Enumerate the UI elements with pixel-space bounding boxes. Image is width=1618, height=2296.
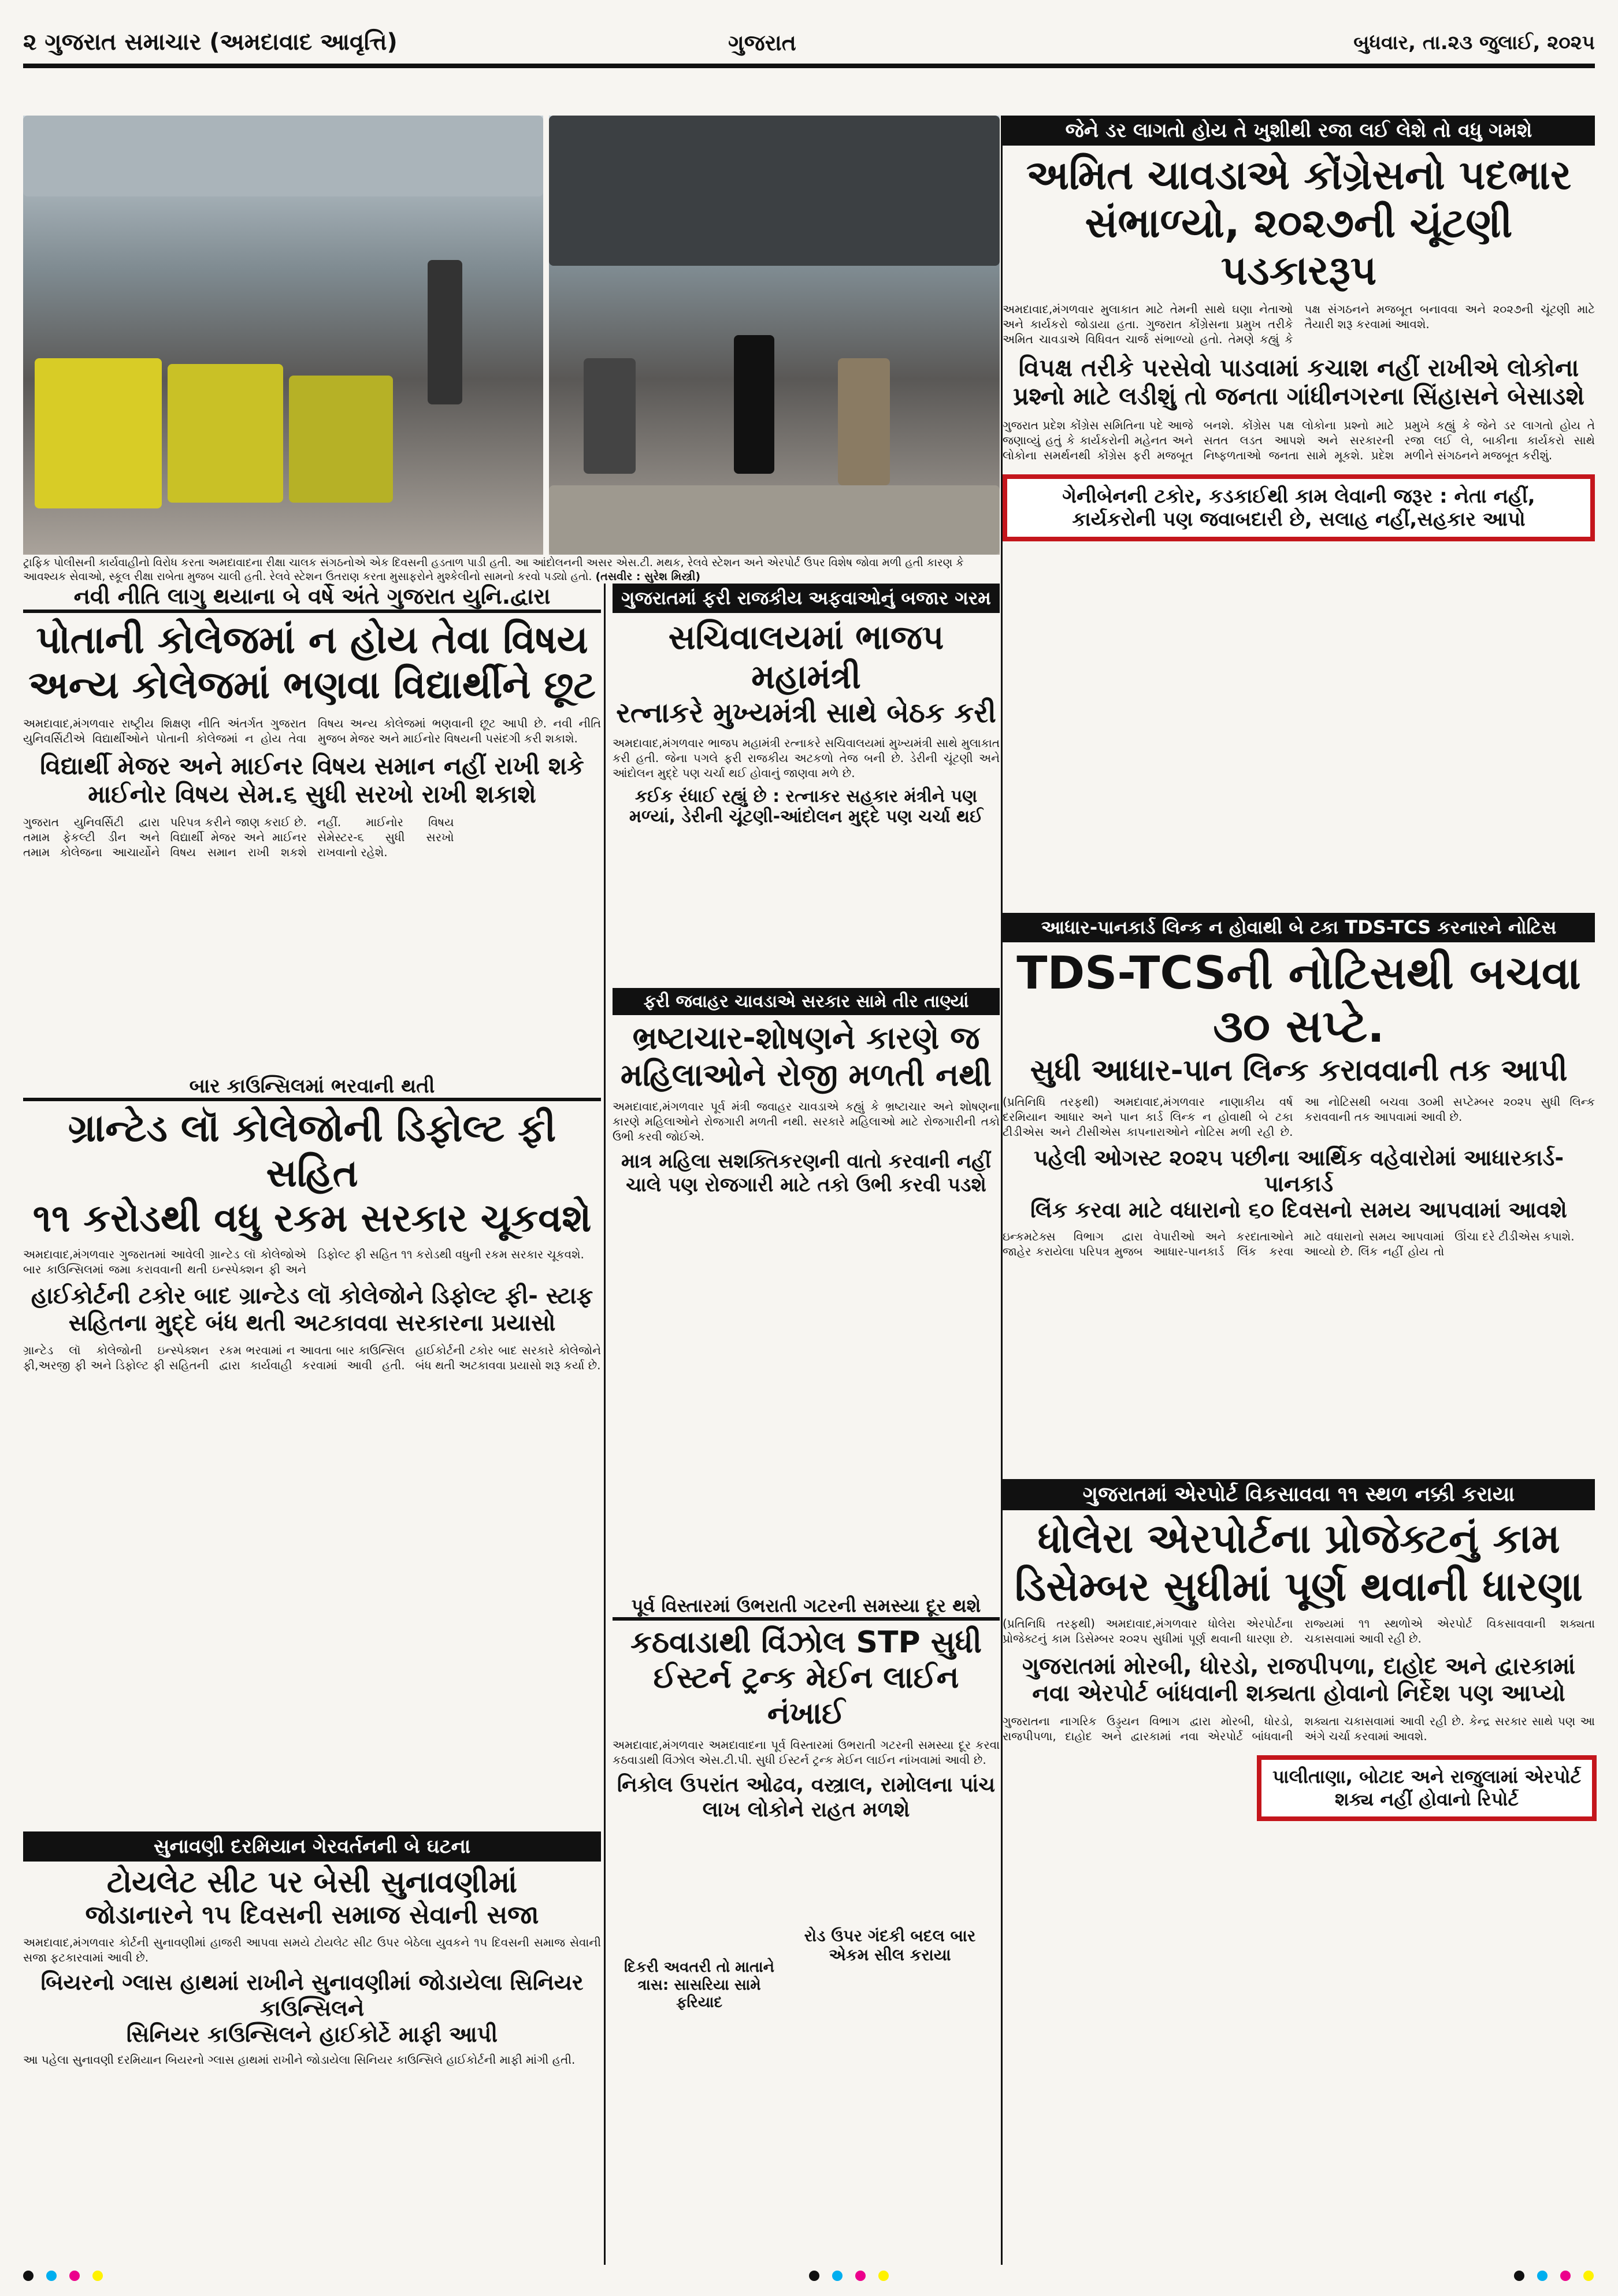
- story-tds: [1003, 913, 1595, 1259]
- body-text: અમદાવાદ,મંગળવાર પૂર્વ મંત્રી જવાહર ચાવડાએ કહ્યું કે ભ્રષ્ટાચાર અને શોષણના કારણે મહિલાઓને રોજગારી મળતી નથી. સરકારે મહિલાઓ માટે રોજગારીની તકો ઉભી કરવી જોઈએ.: [613, 1099, 1000, 1144]
- subhead: પહેલી ઓગસ્ટ ૨૦૨૫ પછીના આર્થિક વહેવારોમાં આધારકાર્ડ-પાનકાર્ડ: [1033, 1145, 1564, 1197]
- body-text: અમદાવાદ,મંગળવાર અમદાવાદના પૂર્વ વિસ્તારમાં ઉભરાતી ગટરની સમસ્યા દૂર કરવા કઠવાડાથી વિંઝોલ એસ.ટી.પી. સુધી ઈસ્ટર્ન ટ્રન્ક મેઈન લાઈન નાંખવામાં આવી છે.: [613, 1738, 1000, 1767]
- subhead: ગુજરાતમાં મોરબી, ધોરડો, રાજપીપળા, દાહોદ અને દ્વારકામાં: [1022, 1653, 1576, 1680]
- body-text: અમદાવાદ,મંગળવાર કોર્ટની સુનાવણીમાં હાજરી આપવા સમયે ટોયલેટ સીટ ઉપર બેઠેલા યુવકને ૧૫ દિવસની સમાજ સેવાની સજા ફટકારવામાં આવી છે.: [23, 1935, 601, 1965]
- headline: ગ્રાન્ટેડ લૉ કોલેજોની ડિફોલ્ટ ફી સહિત: [68, 1106, 556, 1195]
- headline-2: ડિસેમ્બર સુધીમાં પૂર્ણ થવાની ધારણા: [1015, 1562, 1583, 1610]
- subhead-2: લિંક કરવા માટે વધારાનો ૬૦ દિવસનો સમય આપવામાં આવશે: [1030, 1197, 1567, 1223]
- headline: TDS-TCSની નોટિસથી બચવા ૩૦ સપ્ટે.: [1016, 948, 1581, 1053]
- body-text: અમદાવાદ,મંગળવાર મુલાકાત માટે તેમની સાથે ઘણા નેતાઓ અને કાર્યકરો જોડાયા હતા. ગુજરાત કોંગ્રેસના પ્રમુખ તરીકે અમિત ચાવડાએ વિધિવત ચાર્જ સંભાળ્યો હતો. તેમણે કહ્યું કે પક્ષ સંગઠનને મજબૂત બનાવવા અને ૨૦૨૭ની ચૂંટણી માટે તૈયારી શરૂ કરવામાં આવશે.: [1003, 302, 1595, 346]
- kicker: ગુજરાતમાં ફરી રાજકીય અફવાઓનું બજાર ગરમ: [613, 584, 1000, 613]
- photo-caption: ટ્રાફિક પોલીસની કાર્યવાહીનો વિરોધ કરતા અમદાવાદના રીક્ષા ચાલક સંગઠનોએ એક દિવસની હડતાળ પાડી હતી. આ આંદોલનની અસર એસ.ટી. મથક, રેલવે સ્ટેશન અને એરપોર્ટ ઉપર વિશેષ જોવા મળી હતી કારણ કે આવશ્યક સેવાઓ, સ્કૂલ રીક્ષા રાબેતા મુજબ ચાલી હતી. રેલવે સ્ટેશન ઉતરાણ કરતા મુસાફરોને મુશ્કેલીનો સામનો કરવો પડ્યો હતો. (તસવીર : સુરેશ મિસ્ત્રી): [23, 556, 964, 583]
- subhead-2: સિનિયર કાઉન્સિલને હાઈકોર્ટે માફી આપી: [126, 2021, 498, 2047]
- headline-2: જોડાનારને ૧૫ દિવસની સમાજ સેવાની સજા: [85, 1900, 539, 1930]
- headline-2: ૧૧ કરોડથી વધુ રકમ સરકાર ચૂકવશે: [32, 1195, 592, 1240]
- body-text: (પ્રતિનિધિ તરફથી) અમદાવાદ,મંગળવાર નાણાકીય વર્ષ દરમિયાન આધાર અને પાન કાર્ડ લિન્ક ન હોવાથી બે ટકા ટીડીએસ અને ટીસીએસ કાપનારાઓને નોટિસ મળી રહી છે. આ નોટિસથી બચવા ૩૦મી સપ્ટેમ્બર ૨૦૨૫ સુધી લિન્ક કરાવવાની તક આપવામાં આવી છે.: [1003, 1095, 1595, 1139]
- headline-2: મહિલાઓને રોજી મળતી નથી: [620, 1056, 992, 1093]
- story-congress: [1003, 116, 1595, 541]
- body-text-2: ઇન્કમટેક્સ વિભાગ દ્વારા જાહેર કરાયેલા પરિપત્ર મુજબ વેપારીઓ અને કરદાતાઓને આધાર-પાનકાર્ડ લિંક કરવા માટે વધારાનો સમય આપવામાં આવ્યો છે. લિંક નહીં હોય તો ઊંચા દરે ટીડીએસ કપાશે.: [1003, 1229, 1575, 1258]
- headline-2: સુધી આધાર-પાન લિન્ક કરાવવાની તક આપી: [1030, 1053, 1568, 1088]
- photo-rickshaw: [23, 116, 543, 555]
- body-text-2: ગ્રાન્ટેડ લૉ કોલેજોની ઇન્સ્પેક્શન ફી,અરજી ફી અને ડિફોલ્ટ ફી સહિતની રકમ ભરવામાં ન આવતા બાર કાઉન્સિલ દ્વારા કાર્યવાહી કરવામાં આવી હતી. હાઈકોર્ટની ટકોર બાદ સરકારે કોલેજોને બંધ થતી અટકાવવા પ્રયાસો શરૂ કર્યા છે.: [23, 1343, 601, 1372]
- subhead-2: સહિતના મુદ્દે બંધ થતી અટકાવવા સરકારના પ્રયાસો: [68, 1309, 556, 1336]
- masthead-left: ૨ ગુજરાત સમાચાર (અમદાવાદ આવૃત્તિ): [23, 29, 398, 55]
- photo-credit: (તસવીર : સુરેશ મિસ્ત્રી): [595, 570, 701, 583]
- masthead: [23, 23, 1595, 68]
- kicker: આધાર-પાનકાર્ડ લિન્ક ન હોવાથી બે ટકા TDS-TCS કરનારને નોટિસ: [1003, 913, 1595, 942]
- subhead: હાઈકોર્ટની ટકોર બાદ ગ્રાન્ટેડ લૉ કોલેજોને ડિફોલ્ટ ફી- સ્ટાફ: [31, 1282, 593, 1309]
- subhead: માત્ર મહિલા સશક્તિકરણની વાતો કરવાની નહીં ચાલે પણ રોજગારી માટે તકો ઉભી કરવી પડશે: [621, 1150, 991, 1197]
- headline: પોતાની કોલેજમાં ન હોય તેવા વિષય: [36, 618, 588, 662]
- kicker: બાર કાઉન્સિલમાં ભરવાની થતી: [23, 1075, 601, 1101]
- story-stp: [613, 1595, 1000, 1964]
- column-rule: [1001, 116, 1003, 2265]
- body-text: અમદાવાદ,મંગળવાર ભાજપ મહામંત્રી રત્નાકરે સચિવાલયમાં મુખ્યમંત્રી સાથે મુલાકાત કરી હતી. જેના પગલે ફરી રાજકીય અટકળો તેજ બની છે. ડેરીની ચૂંટણી અને આંદોલન મુદ્દે પણ ચર્ચા થઈ હોવાનું જાણવા મળે છે.: [613, 735, 1000, 780]
- side-headline: દિકરી અવતરી તો માતાને: [624, 1959, 774, 1976]
- story-court: [23, 1831, 601, 2067]
- body-text-2: ગુજરાત યુનિવર્સિટી દ્વારા તમામ ફેકલ્ટી ડીન અને તમામ કોલેજના આચાર્યોને પરિપત્ર કરીને જાણ કરાઈ છે. વિદ્યાર્થી મેજર અને માઈનર વિષય સમાન રાખી શકશે નહીં. માઈનોર વિષય સેમેસ્ટર-૬ સુધી સરખો રાખવાનો રહેશે.: [23, 815, 454, 859]
- story-university: [23, 584, 601, 860]
- body-text-2: ગુજરાતના નાગરિક ઉડ્ડયન વિભાગ દ્વારા મોરબી, ધોરડો, રાજપીપળા, દાહોદ અને દ્વારકામાં નવા એરપોર્ટ બાંધવાની શક્યતા ચકાસવામાં આવી રહી છે. કેન્દ્ર સરકાર સાથે પણ આ અંગે ચર્ચા કરવામાં આવશે.: [1003, 1714, 1595, 1743]
- body-text: (પ્રતિનિધિ તરફથી) અમદાવાદ,મંગળવાર ધોલેરા એરપોર્ટના પ્રોજેક્ટનું કામ ડિસેમ્બર ૨૦૨૫ સુધીમાં પૂર્ણ થવાની ધારણા છે. રાજ્યમાં ૧૧ સ્થળોએ એરપોર્ટ વિકસાવવાની શક્યતા ચકાસવામાં આવી રહી છે.: [1003, 1617, 1595, 1646]
- headline-2: સંભાળ્યો, ૨૦૨૭ની ચૂંટણી પડકારરૂપ: [1085, 199, 1513, 295]
- side-headline: રોડ ઉપર ગંદકી બદલ બાર એકમ સીલ કરાયા: [804, 1926, 976, 1965]
- story-dowry: [613, 1959, 786, 2012]
- story-law-college: [23, 1075, 601, 1373]
- story-women: [613, 988, 1000, 1197]
- photo-station: [549, 116, 1000, 555]
- section-title: ગુજરાત: [728, 30, 796, 55]
- kicker: પૂર્વ વિસ્તારમાં ઉભરાતી ગટરની સમસ્યા દૂર થશે: [613, 1595, 1000, 1621]
- side-headline-2: ત્રાસ: સાસરિયા સામે ફરિયાદ: [637, 1976, 761, 2012]
- subhead: વિપક્ષ તરીકે પરસેવો પાડવામાં કચાશ નહીં રાખીએ લોકોના: [1018, 353, 1579, 382]
- subhead: નિકોલ ઉપરાંત ઓઢવ, વસ્ત્રાલ, રામોલના પાંચ લાખ લોકોને રાહત મળશે: [617, 1773, 996, 1822]
- headline: ધોલેરા એરપોર્ટના પ્રોજેક્ટનું કામ: [1037, 1515, 1560, 1562]
- airport-box: પાલીતાણા, બોટાદ અને રાજુલામાં એરપોર્ટ શક્ય નહીં હોવાનો રિપોર્ટ: [1257, 1755, 1597, 1821]
- subhead: વિદ્યાર્થી મેજર અને માઈનર વિષય સમાન નહીં રાખી શકે: [40, 751, 584, 780]
- headline-2: રત્નાકરે મુખ્યમંત્રી સાથે બેઠક કરી: [616, 696, 996, 729]
- kicker: નવી નીતિ લાગુ થયાના બે વર્ષે અંતે ગુજરાત યુનિ.દ્વારા: [23, 584, 601, 613]
- subhead-2: પ્રશ્નો માટે લડીશું તો જનતા ગાંધીનગરના સિંહાસને બેસાડશે: [1013, 382, 1584, 411]
- headline: સચિવાલયમાં ભાજપ મહામંત્રી: [668, 618, 944, 697]
- headline-2: અન્ય કોલેજમાં ભણવા વિદ્યાર્થીને છૂટ: [28, 662, 596, 707]
- story-airport: [1003, 1479, 1595, 1821]
- body-text: અમદાવાદ,મંગળવાર ગુજરાતમાં આવેલી ગ્રાન્ટેડ લૉ કોલેજોએ બાર કાઉન્સિલમાં જમા કરાવવાની થતી ઇન્સ્પેક્શન ફી અને ડિફોલ્ટ ફી સહિત ૧૧ કરોડથી વધુની રકમ સરકાર ચૂકવશે.: [23, 1247, 584, 1276]
- kicker: સુનાવણી દરમિયાન ગેરવર્તનની બે ઘટના: [23, 1831, 601, 1862]
- headline: ટોયલેટ સીટ પર બેસી સુનાવણીમાં: [106, 1865, 518, 1900]
- headline-2: ઈસ્ટર્ન ટ્રન્ક મેઈન લાઈન નંખાઈ: [653, 1660, 959, 1731]
- headline: અમિત ચાવડાએ કોંગ્રેસનો પદભાર: [1026, 151, 1572, 199]
- kicker: ગુજરાતમાં એરપોર્ટ વિકસાવવા ૧૧ સ્થળ નક્કી કરાયા: [1003, 1479, 1595, 1510]
- body-text-2: આ પહેલા સુનાવણી દરમિયાન બિયરનો ગ્લાસ હાથમાં રાખીને જોડાયેલા સિનિયર કાઉન્સિલે હાઈકોર્ટની માફી માંગી હતી.: [23, 2052, 576, 2067]
- subhead-2: માઈનોર વિષય સેમ.૬ સુધી સરખો રાખી શકાશે: [88, 780, 536, 809]
- quote-box: ગેનીબેનની ટકોર, કડકાઈથી કામ લેવાની જરૂર : નેતા નહીં, કાર્યકરોની પણ જવાબદારી છે, સલાહ નહીં,સહકાર આપો: [1003, 474, 1595, 541]
- registration-marks: [23, 2271, 1595, 2288]
- subhead-2: નવા એરપોર્ટ બાંધવાની શક્યતા હોવાનો નિર્દેશ પણ આપ્યો: [1032, 1680, 1565, 1707]
- column-rule-2: [604, 584, 606, 2265]
- headline: કઠવાડાથી વિંઝોલ STP સુધી: [630, 1625, 982, 1660]
- headline: ભ્રષ્ટાચાર-શોષણને કારણે જ: [632, 1020, 980, 1056]
- masthead-date: બુધવાર, તા.૨૩ જુલાઈ, ૨૦૨૫: [1353, 31, 1595, 54]
- body-text: અમદાવાદ,મંગળવાર રાષ્ટ્રીય શિક્ષણ નીતિ અંતર્ગત ગુજરાત યુનિવર્સિટીએ વિદ્યાર્થીઓને પોતાની કોલેજમાં ન હોય તેવા વિષય અન્ય કોલેજમાં ભણવાની છૂટ આપી છે. નવી નીતિ મુજબ મેજર અને માઈનોર વિષયની પસંદગી કરી શકાશે.: [23, 716, 601, 745]
- subhead: કઈક રંધાઈ રહ્યું છે : રત્નાકર સહકાર મંત્રીને પણ મળ્યાં, ડેરીની ચૂંટણી-આંદોલન મુદ્દે પણ ચર્ચા થઈ: [629, 786, 984, 827]
- kicker: ફરી જવાહર ચાવડાએ સરકાર સામે તીર તાણ્યાં: [613, 988, 1000, 1015]
- subhead: બિયરનો ગ્લાસ હાથમાં રાખીને સુનાવણીમાં જોડાયેલા સિનિયર કાઉન્સિલને: [40, 1970, 584, 2022]
- story-secretariat: [613, 584, 1000, 827]
- body-text-2: ગુજરાત પ્રદેશ કોંગ્રેસ સમિતિના પદે આજે જણાવ્યું હતું કે કાર્યકરોની મહેનત અને લોકોના સમર્થનથી કોંગ્રેસ ફરી મજબૂત બનશે. કોંગ્રેસ પક્ષ લોકોના પ્રશ્નો માટે સતત લડત આપશે અને સરકારની નિષ્ફળતાઓ જનતા સામે મૂકશે. પ્રદેશ પ્રમુખે કહ્યું કે જેને ડર લાગતો હોય તે રજા લઈ લે, બાકીના કાર્યકરો સાથે મળીને સંગઠનને મજબૂત કરીશું.: [1003, 418, 1595, 462]
- kicker: જેને ડર લાગતો હોય તે ખુશીથી રજા લઈ લેશે તો વધુ ગમશે: [1003, 116, 1595, 146]
